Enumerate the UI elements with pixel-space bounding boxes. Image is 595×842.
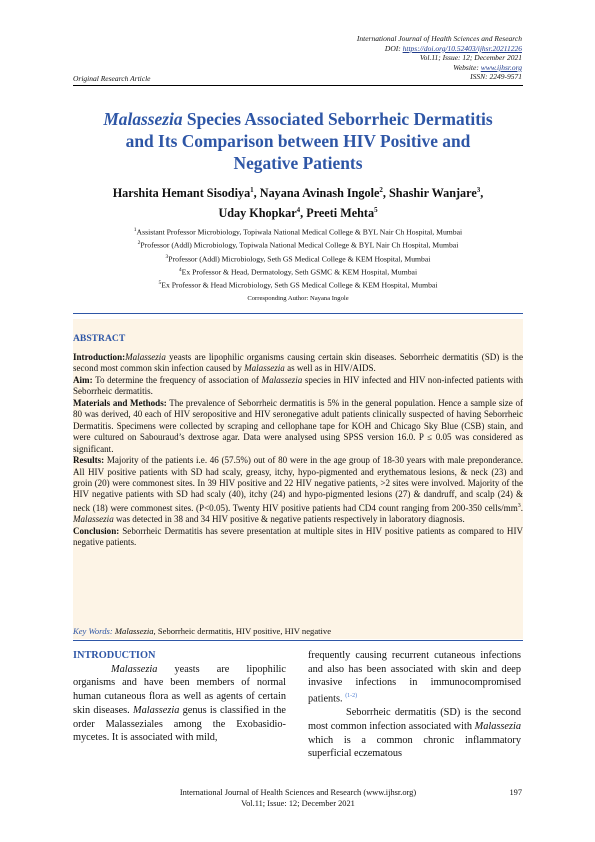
abstract-heading: ABSTRACT (73, 333, 126, 344)
italic-term: Malassezia (261, 374, 303, 385)
section-label: Conclusion: (73, 525, 120, 536)
intro-paragraph (308, 706, 521, 761)
divider-line (73, 313, 523, 314)
affiliation-text: Professor (Addl) Microbiology, Seth GS Medical College & KEM Hospital, Mumbai (168, 254, 431, 264)
affiliation-sup: 3 (165, 253, 169, 260)
affiliation (73, 238, 523, 251)
title-line2: and Its Comparison between HIV Positive and (125, 131, 471, 151)
footer-volume: Vol.11; Issue: 12; December 2021 (241, 798, 355, 808)
superscript: 3 (517, 502, 521, 509)
title-line1: Species Associated Seborrheic Dermatitis (182, 109, 493, 129)
title-italic: Malassezia (103, 109, 183, 129)
abstract-conclusion (73, 526, 523, 549)
text: yeasts are lipophilic organisms and have been members of normal human cutaneous flora as well as agents of certain skin diseases. (73, 663, 286, 716)
text: Seborrheic Dermatitis has severe presentation at multiple sites in HIV positive patients as compared to HIV negative patients. (73, 525, 523, 548)
section-label: Introduction: (73, 352, 126, 362)
divider-line (73, 640, 523, 641)
corresponding-author: Corresponding Author: Nayana Ingole (247, 295, 349, 302)
header-rule (73, 85, 523, 86)
affiliation-text: Ex Professor & Head Microbiology, Seth GS Medical College & KEM Hospital, Mumbai (161, 281, 438, 290)
doi-line: DOI: https://doi.org/10.52403/ijhsr.20211226 (384, 43, 522, 53)
text: as well as in HIV/AIDS. (284, 363, 376, 374)
affiliation (73, 265, 523, 278)
author-sup: 2 (379, 186, 383, 194)
intro-heading: INTRODUCTION (73, 650, 156, 661)
author-list: Harshita Hemant Sisodiya$^1$, Nayana Avinash Ingole$^2$, Shashir Wanjare$^3$, Uday Khopkar$^4$, Preeti Mehta$^5$ (112, 186, 484, 221)
affiliation-sup: 4 (178, 267, 182, 274)
author-name: Preeti Mehta (306, 206, 375, 221)
affiliation-text: Professor (Addl) Microbiology, Topiwala National Medical College & BYL Nair Ch Hospital, Mumbai (140, 240, 459, 250)
italic-term: Malassezia, (114, 626, 156, 636)
author-name: Harshita Hemant Sisodiya (112, 186, 251, 201)
section-label: Aim: (73, 374, 93, 385)
article-type: Original Research Article (73, 74, 151, 83)
intro-left-column (73, 649, 286, 745)
journal-header (357, 34, 522, 82)
intro-paragraph (308, 649, 521, 706)
abstract-methods (73, 398, 523, 455)
affiliation (73, 252, 523, 265)
affiliation (73, 225, 523, 238)
title-line3: Negative Patients (233, 153, 363, 173)
website-link[interactable]: www.ijhsr.org (480, 62, 522, 72)
issn-line: ISSN: 2249-9571 (470, 72, 522, 82)
doi-link[interactable]: https://doi.org/10.52403/ijhsr.20211226 (402, 43, 522, 53)
author-sup: 4 (296, 206, 301, 215)
affiliation-sup: 1 (133, 227, 137, 233)
author-name: Uday Khopkar (218, 206, 297, 221)
text: To determine the frequency of association of (92, 374, 262, 385)
text: frequently causing recurrent cutaneous infections and also has been associated with skin and deep invasive infections in immunocompromised patients. (308, 650, 521, 705)
italic-term: Malassezia (133, 704, 180, 716)
website-line: Website: www.ijhsr.org (453, 62, 522, 72)
abstract-results (73, 455, 523, 526)
text: was detected in 38 and 34 HIV positive & negative patients respectively in laboratory diagnosis. (113, 514, 465, 525)
author-sup: 5 (374, 206, 378, 215)
section-label: Materials and Methods: (73, 397, 167, 408)
affiliation (73, 278, 523, 291)
section-label: Results: (73, 455, 105, 466)
affiliation-list (73, 225, 523, 292)
abstract-aim (73, 375, 523, 398)
italic-term: Malassezia (474, 720, 521, 732)
text: genus is classified in the order Malasseziales among the Exobasidio-mycetes. It is associated with mild, (73, 704, 286, 744)
intro-right-column (308, 649, 521, 761)
keywords-text: Seborrheic dermatitis, HIV positive, HIV negative (155, 626, 332, 636)
italic-term: Malassezia (244, 363, 285, 374)
text: . (520, 502, 523, 513)
text: which is a common chronic inflammatory superficial eczematous (308, 734, 521, 760)
affiliation-text: Ex Professor & Head, Dermatology, Seth GSMC & KEM Hospital, Mumbai (181, 267, 418, 277)
affiliation-sup: 5 (158, 280, 162, 287)
author-sup: 3 (476, 186, 481, 194)
citation-link[interactable]: (1-2) (345, 693, 358, 700)
keywords (73, 626, 331, 636)
text: yeasts are lipophilic organisms causing certain skin diseases. Seborrheic dermatitis (SD) is the second most common skin infection caused by (73, 352, 523, 374)
author-name: Shashir Wanjare (389, 186, 477, 201)
keywords-label: Key Words: (73, 626, 113, 636)
text: The prevalence of Seborrheic dermatitis is 5% in the general population. Hence a sample size of 80 was derived, 40 each of HIV seropositive and HIV seronegative adult patients clinically suspected of having Seborrheic Dermatitis. Specimens were collected by scraping and cellophane tape for KOH and Chicago Sky Blue (CSB) stain, and were cultured on Sabouraud’s dextrose agar. Data were analysed using SPSS version 16.0. P ≤ 0.05 was considered as significant. (73, 397, 523, 454)
abstract-introduction (73, 352, 523, 375)
italic-term: Malassezia (125, 352, 166, 362)
intro-paragraph (73, 663, 286, 745)
affiliation-text: Assistant Professor Microbiology, Topiwala National Medical College & BYL Nair Ch Hospital, Mumbai (136, 227, 463, 237)
paper-title (73, 108, 523, 174)
volume-line: Vol.11; Issue: 12; December 2021 (419, 53, 522, 63)
page-footer (73, 788, 523, 809)
author-sup: 1 (250, 186, 254, 194)
text: species in HIV infected and HIV non-infected patients with Seborrheic dermatitis. (73, 374, 524, 397)
footer-journal: International Journal of Health Sciences and Research (www.ijhsr.org) (179, 788, 417, 797)
italic-term: Malassezia (73, 514, 114, 525)
text: Majority of the patients i.e. 46 (57.5%) out of 80 were in the age group of 18-30 years with male preponderance. All HIV positive patients with SD had scaly, greasy, itchy, hypo-pigmented and erythematous lesions, & neck (23) and groin (20) were commonest sites. In 39 HIV positive and 22 HIV negative patients, >2 sites were involved. Majority of the HIV negative patients with SD had scaly (40), itchy (24) and hypo-pigmented lesions (27) & dandruff, and scalp (24) & neck (18) were commonest sites. (P<0.05). Twenty HIV positive patients had CD4 count ranging from 200-350 cells/mm (73, 455, 523, 513)
author-name: Nayana Avinash Ingole (259, 186, 380, 201)
text: Seborrheic dermatitis (SD) is the second most common infection associated with (308, 707, 521, 732)
italic-term: Malassezia (111, 663, 158, 675)
affiliation-sup: 2 (137, 240, 141, 247)
abstract-body (73, 352, 523, 549)
page-number: 197 (509, 788, 522, 797)
journal-name: International Journal of Health Sciences and Research (356, 34, 522, 43)
